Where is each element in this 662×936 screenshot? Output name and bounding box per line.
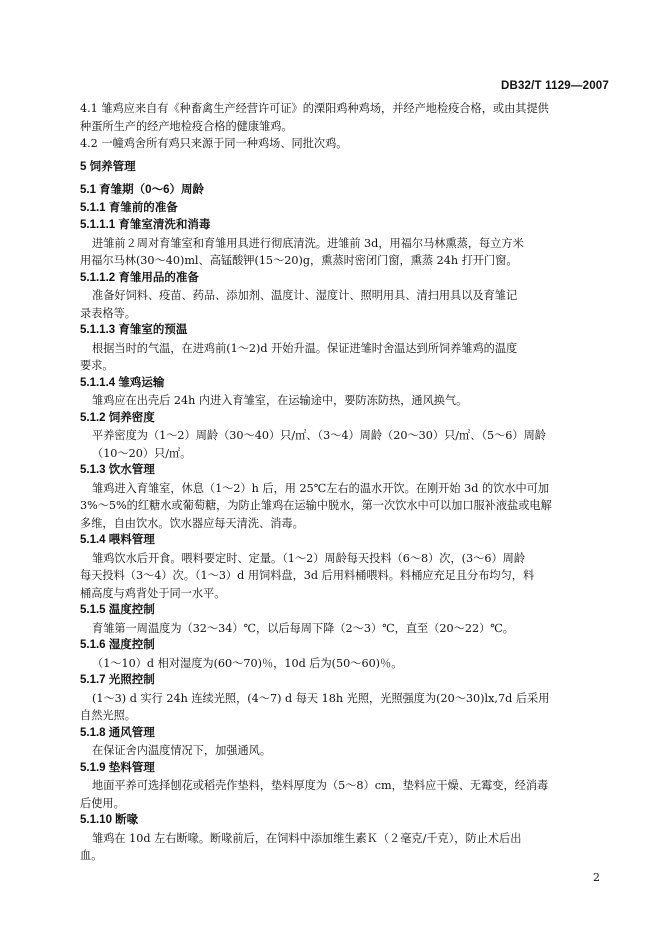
section-heading: 5.1.1.1 育雏室清洗和消毒: [80, 219, 211, 231]
section-heading: 5.1.1.2 育雏用品的准备: [80, 271, 199, 284]
text-line: 种蛋所生产的经产地检疫合格的健康雏鸡。: [80, 119, 293, 133]
text-line: 每天投料（3～4）次。（1～3）d 用饲料盘，3d 后用料桶喂料。料桶应充足且分布均匀，料: [80, 569, 535, 582]
document-body: [80, 100, 600, 865]
text-line: 4.1 雏鸡应来自有《种畜禽生产经营许可证》的溧阳鸡种鸡场，并经产地检疫合格，或由其提供: [80, 102, 549, 115]
text-line: 录表格等。: [80, 306, 136, 320]
document-code: DB32/T 1129—2007: [500, 80, 609, 92]
text-line: 血。: [80, 849, 103, 862]
text-line: (1～3) d 实行 24h 连续光照，(4～7) d 每天 18h 光照，光照强度为(20～30)lx,7d 后采用: [92, 691, 550, 705]
text-line: （1～10）d 相对湿度为(60～70)％，10d 后为(50～60)％。: [92, 656, 403, 670]
section-heading: 5.1.1.3 育雏室的预温: [80, 324, 188, 336]
text-line: 3%～5%的红糖水或葡萄糖，为防止雏鸡在运输中脱水，第一次饮水中可以加口服补液盐或电解: [80, 499, 552, 512]
text-line: 雏鸡饮水后开食。喂料要定时、定量。（1～2）周龄每天投料（6～8）次，(3～6）周龄: [92, 551, 526, 565]
page-number: 2: [593, 871, 600, 884]
section-heading: 5.1.5 温度控制: [80, 604, 155, 616]
text-line: 雏鸡应在出壳后 24h 内进入育雏室，在运输途中，要防冻防热，通风换气。: [92, 394, 468, 407]
text-line: 自然光照。: [80, 709, 136, 722]
text-line: 4.2 一幢鸡舍所有鸡只来源于同一种鸡场、同批次鸡。: [80, 137, 348, 150]
section-heading: 5 饲养管理: [80, 160, 136, 173]
section-heading: 5.1.3 饮水管理: [80, 464, 155, 476]
text-line: 在保证舍内温度情况下，加强通风。: [92, 744, 272, 757]
text-line: （10～20）只/㎡。: [92, 446, 192, 460]
section-heading: 5.1.8 通风管理: [80, 726, 155, 739]
section-heading: 5.1.9 垫料管理: [80, 761, 155, 774]
section-heading: 5.1.1.4 雏鸡运输: [80, 376, 165, 389]
text-line: 准备好饲料、疫苗、药品、添加剂、温度计、湿度计、照明用具、清扫用具以及育雏记: [92, 289, 518, 302]
section-heading: 5.1 育雏期（0～6）周龄: [80, 184, 204, 196]
section-heading: 5.1.2 饲养密度: [80, 411, 155, 424]
section-heading: 5.1.10 断喙: [80, 814, 139, 826]
section-heading: 5.1.1 育雏前的准备: [80, 201, 178, 214]
text-line: 育雏第一周温度为（32～34）℃，以后每周下降（2～3）℃，直至（20～22）℃。: [92, 621, 514, 635]
section-heading: 5.1.6 湿度控制: [80, 639, 155, 651]
text-line: 后使用。: [80, 796, 125, 810]
text-line: 雏鸡在 10d 左右断喙。断喙前后，在饲料中添加维生素Ｋ（２毫克/千克），防止术后出: [92, 831, 522, 845]
text-line: 进雏前２周对育雏室和育雏用具进行彻底清洗。进雏前 3d，用福尔马林熏蒸，每立方米: [92, 236, 524, 250]
text-line: 平养密度为（1～2）周龄（30～40）只/㎡、（3～4）周龄（20～30）只/㎡、（5～6）周龄: [92, 429, 546, 442]
text-line: 根据当时的气温，在进鸡前(1～2)d 开始升温。保证进雏时舍温达到所饲养雏鸡的温度: [92, 341, 518, 355]
section-heading: 5.1.7 光照控制: [80, 674, 155, 686]
text-line: 雏鸡进入育雏室，休息（1～2）h 后，用 25℃左右的温水开饮。在刚开始 3d 的饮水中可加: [92, 481, 550, 495]
section-heading: 5.1.4 喂料管理: [80, 534, 155, 546]
text-line: 要求。: [80, 359, 114, 372]
text-line: 用福尔马林(30～40)ml、高锰酸钾(15～20)g，熏蒸时密闭门窗，熏蒸 24h 打开门窗。: [80, 254, 518, 267]
text-line: 桶高度与鸡背处于同一水平。: [80, 586, 226, 600]
text-line: 地面平养可选择刨花或稻壳作垫料，垫料厚度为（5～8）cm，垫料应干燥、无霉变，经消毒: [92, 779, 549, 792]
text-line: 多维，自由饮水。饮水器应每天清洗、消毒。: [80, 516, 304, 530]
